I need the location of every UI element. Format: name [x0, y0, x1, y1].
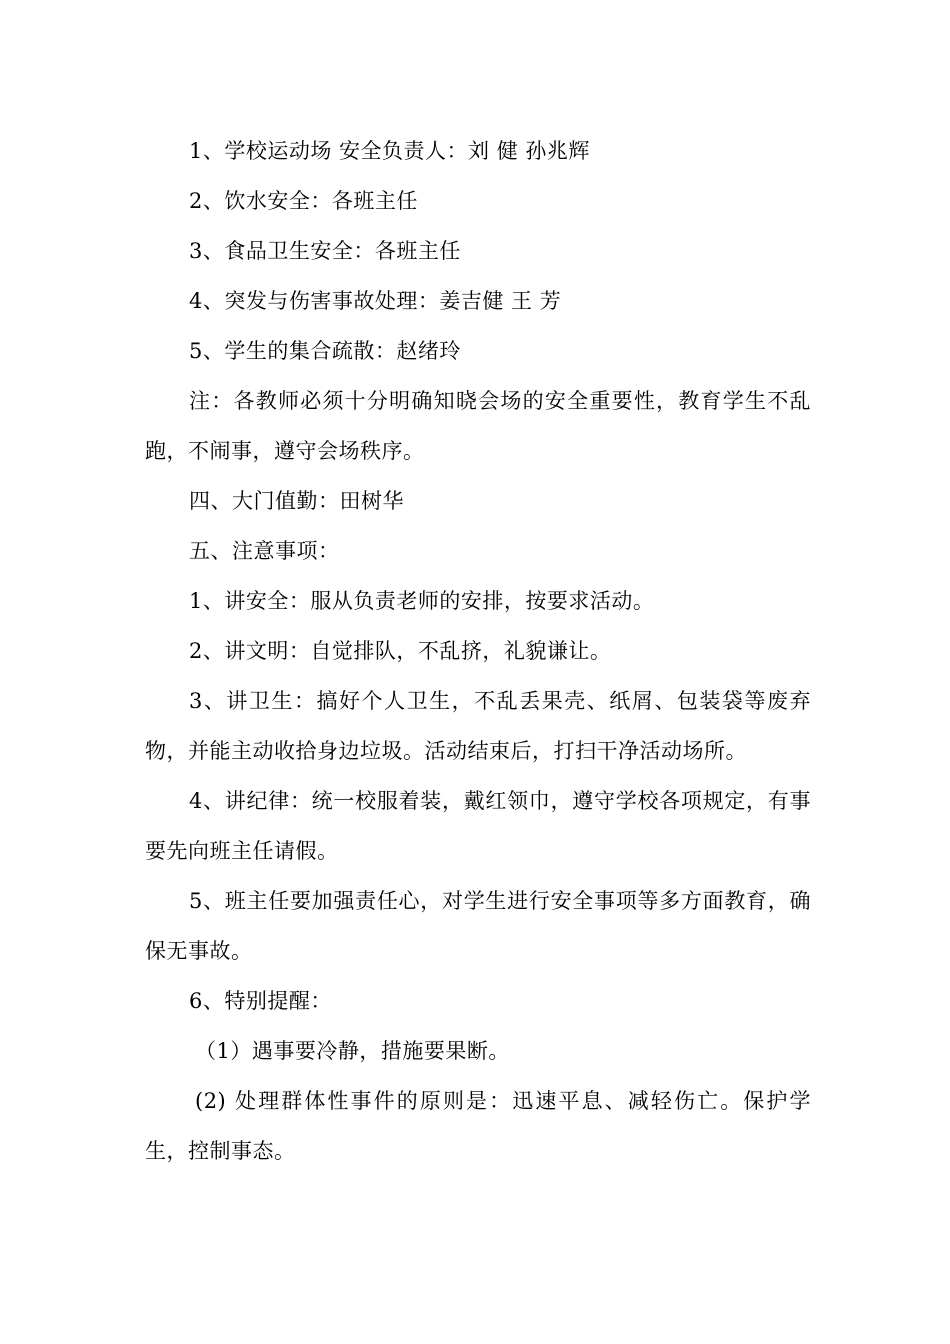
document-body	[145, 126, 811, 1176]
paragraph-rule-civility: 2、讲文明：自觉排队，不乱挤，礼貌谦让。	[189, 639, 612, 663]
paragraph-safety-water: 2、饮水安全：各班主任	[189, 189, 418, 213]
paragraph-special-reminder: 6、特别提醒：	[189, 989, 332, 1013]
paragraph-teacher-note: 注：各教师必须十分明确知晓会场的安全重要性，教育学生不乱跑，不闹事，遵守会场秩序。	[145, 389, 811, 463]
paragraph-reminder-2: (2) 处理群体性事件的原则是：迅速平息、减轻伤亡。保护学生，控制事态。	[145, 1089, 811, 1163]
section-heading-notes: 五、注意事项：	[189, 539, 340, 563]
paragraph-evacuation: 5、学生的集合疏散：赵绪玲	[189, 339, 461, 363]
paragraph-rule-safety: 1、讲安全：服从负责老师的安排，按要求活动。	[189, 589, 655, 613]
paragraph-rule-discipline: 4、讲纪律：统一校服着装，戴红领巾，遵守学校各项规定，有事要先向班主任请假。	[145, 789, 811, 863]
paragraph-safety-food: 3、食品卫生安全：各班主任	[189, 239, 461, 263]
paragraph-rule-teacher-responsibility: 5、班主任要加强责任心，对学生进行安全事项等多方面教育，确保无事故。	[145, 889, 811, 963]
section-heading-gate-duty: 四、大门值勤：田树华	[189, 489, 404, 513]
paragraph-safety-playground: 1、学校运动场 安全负责人：刘 健 孙兆辉	[189, 139, 590, 163]
paragraph-emergency-handling: 4、突发与伤害事故处理：姜吉健 王 芳	[189, 289, 562, 313]
paragraph-rule-hygiene: 3、讲卫生：搞好个人卫生，不乱丢果壳、纸屑、包装袋等废弃物，并能主动收拾身边垃圾。活动结束后，打扫干净活动场所。	[145, 689, 811, 763]
paragraph-reminder-1: （1）遇事要冷静，措施要果断。	[195, 1039, 510, 1063]
